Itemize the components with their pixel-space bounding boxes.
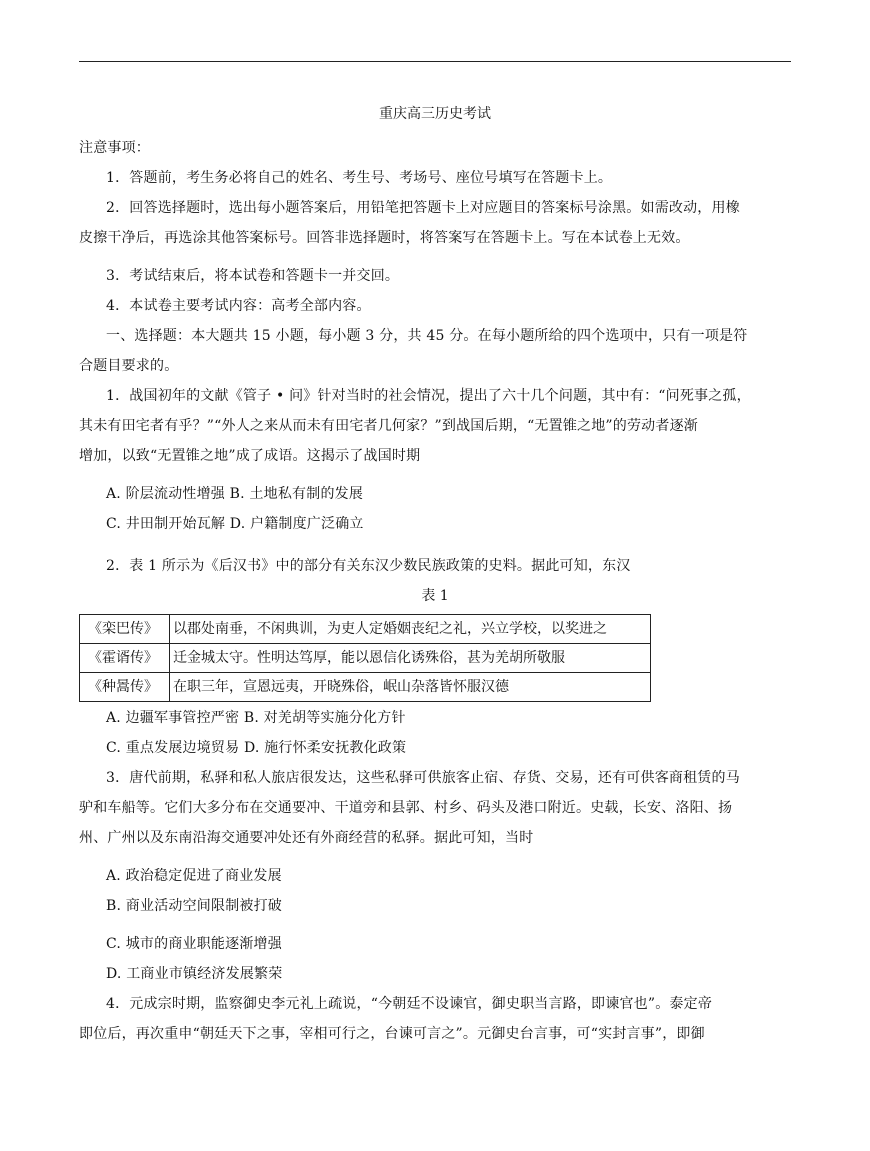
notice-item-4: 4．本试卷主要考试内容：高考全部内容。 [106, 298, 371, 314]
notice-heading: 注意事项： [79, 140, 150, 156]
table-cell-text: 以郡处南垂，不闲典训，为吏人定婚姻丧纪之礼，兴立学校，以奖进之 [170, 615, 651, 644]
notice-item-2-line-2: 皮擦干净后，再选涂其他答案标号。回答非选择题时，将答案写在答题卡上。写在本试卷上无效。 [79, 230, 690, 246]
q3-option-a: A. 政治稳定促进了商业发展 [106, 868, 282, 884]
section-1-heading-line-1: 一、选择题：本大题共 15 小题，每小题 3 分，共 45 分。在每小题所给的四个选项中，只有一项是符 [106, 328, 748, 344]
section-1-heading-line-2: 合题目要求的。 [79, 358, 179, 374]
q2-options-cd: C. 重点发展边境贸易 D. 施行怀柔安抚教化政策 [106, 740, 407, 756]
q3-option-b: B. 商业活动空间限制被打破 [106, 898, 282, 914]
notice-item-2-line-1: 2．回答选择题时，选出每小题答案后，用铅笔把答题卡上对应题目的答案标号涂黑。如需改动，用橡 [106, 200, 740, 216]
notice-item-3: 3．考试结束后，将本试卷和答题卡一并交回。 [106, 268, 400, 284]
q4-stem-line-2: 即位后，再次重申“朝廷天下之事，宰相可行之，台谏可言之”。元御史台言事，可“实封言事”，即御 [79, 1026, 705, 1042]
q3-stem-line-1: 3．唐代前期，私驿和私人旅店很发达，这些私驿可供旅客止宿、存货、交易，还有可供客商租赁的马 [106, 770, 740, 786]
q1-options-ab: A. 阶层流动性增强 B. 土地私有制的发展 [106, 486, 364, 502]
q3-option-d: D. 工商业市镇经济发展繁荣 [106, 966, 283, 982]
notice-item-1: 1．答题前，考生务必将自己的姓名、考生号、考场号、座位号填写在答题卡上。 [106, 170, 613, 186]
q1-stem-line-2: 其未有田宅者有乎？”“外人之来从而未有田宅者几何家？”到战国后期，“无置锥之地”的劳动者逐渐 [79, 418, 698, 434]
table-caption: 表 1 [421, 588, 449, 604]
table-row [80, 673, 651, 702]
source-table [79, 614, 651, 702]
table-cell-book: 《栾巴传》 [80, 615, 170, 644]
q3-stem-line-2: 驴和车船等。它们大多分布在交通要冲、干道旁和县郭、村乡、码头及港口附近。史载，长安、洛阳、扬 [79, 800, 733, 816]
exam-title: 重庆高三历史考试 [379, 106, 491, 122]
q3-option-c: C. 城市的商业职能逐渐增强 [106, 936, 282, 952]
table-row [80, 644, 651, 673]
table-row [80, 615, 651, 644]
table-cell-book: 《种暠传》 [80, 673, 170, 702]
header-rule [79, 61, 791, 62]
q3-stem-line-3: 州、广州以及东南沿海交通要冲处还有外商经营的私驿。据此可知，当时 [79, 830, 534, 846]
q4-stem-line-1: 4．元成宗时期，监察御史李元礼上疏说，“今朝廷不设谏官，御史职当言路，即谏官也”。泰定帝 [106, 996, 713, 1012]
q2-stem: 2．表 1 所示为《后汉书》中的部分有关东汉少数民族政策的史料。据此可知，东汉 [106, 558, 631, 574]
q1-stem-line-3: 增加，以致“无置锥之地”成了成语。这揭示了战国时期 [79, 448, 421, 464]
q2-options-ab: A. 边疆军事管控严密 B. 对羌胡等实施分化方针 [106, 710, 406, 726]
q1-options-cd: C. 井田制开始瓦解 D. 户籍制度广泛确立 [106, 516, 364, 532]
table-cell-text: 迁金城太守。性明达笃厚，能以恩信化诱殊俗，甚为羌胡所敬服 [170, 644, 651, 673]
table-cell-text: 在职三年，宣恩远夷，开晓殊俗，岷山杂落皆怀服汉德 [170, 673, 651, 702]
q1-stem-line-1: 1．战国初年的文献《管子 • 问》针对当时的社会情况，提出了六十几个问题，其中有：“问死事之孤， [106, 388, 751, 404]
table-cell-book: 《霍谞传》 [80, 644, 170, 673]
